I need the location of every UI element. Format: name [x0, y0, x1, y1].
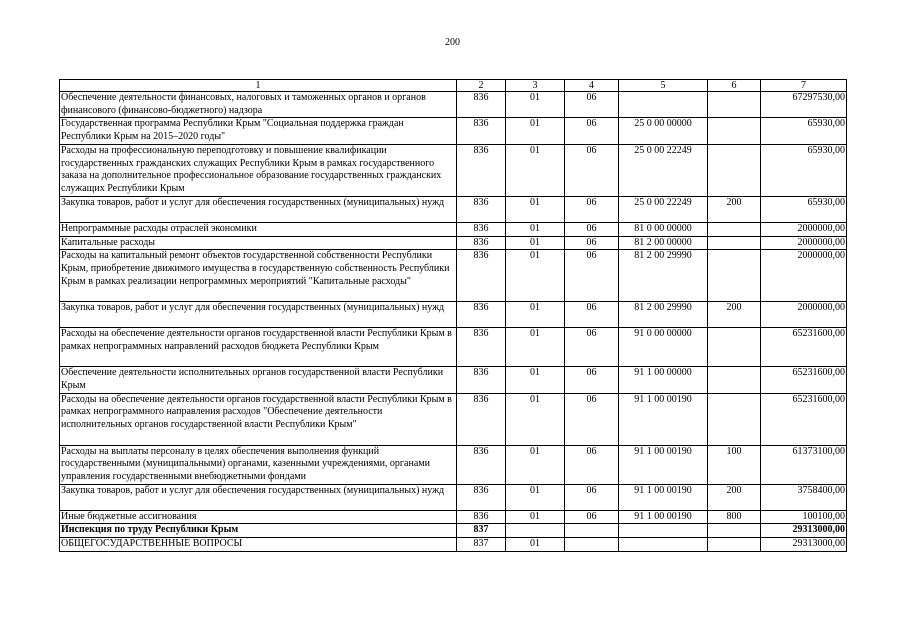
expense-type-cell [708, 538, 761, 552]
section-cell: 01 [506, 484, 565, 510]
table-row [60, 538, 847, 552]
subsection-cell: 06 [565, 510, 619, 524]
subsection-cell: 06 [565, 302, 619, 328]
amount-cell: 65231600,00 [761, 328, 847, 367]
target-article-cell [619, 92, 708, 118]
admin-code-cell: 836 [457, 144, 506, 196]
table-row [60, 367, 847, 393]
section-cell: 01 [506, 222, 565, 236]
expense-type-cell [708, 524, 761, 538]
admin-code-cell: 836 [457, 250, 506, 302]
admin-code-cell: 836 [457, 445, 506, 484]
admin-code-cell: 836 [457, 236, 506, 250]
column-header: 4 [565, 80, 619, 92]
target-article-cell [619, 524, 708, 538]
expense-type-cell [708, 144, 761, 196]
section-cell: 01 [506, 302, 565, 328]
table-row [60, 196, 847, 222]
target-article-cell: 91 1 00 00190 [619, 510, 708, 524]
table-row [60, 302, 847, 328]
table-row [60, 250, 847, 302]
section-cell: 01 [506, 538, 565, 552]
row-name-cell: Обеспечение деятельности финансовых, налоговых и таможенных органов и органов финансового (финансово-бюджетного) надзора [60, 92, 457, 118]
admin-code-cell: 836 [457, 328, 506, 367]
subsection-cell: 06 [565, 92, 619, 118]
amount-cell: 65231600,00 [761, 367, 847, 393]
subsection-cell: 06 [565, 445, 619, 484]
header-row [60, 80, 847, 92]
target-article-cell: 91 1 00 00190 [619, 393, 708, 445]
admin-code-cell: 836 [457, 222, 506, 236]
subsection-cell: 06 [565, 144, 619, 196]
target-article-cell: 81 2 00 29990 [619, 302, 708, 328]
expense-type-cell [708, 92, 761, 118]
subsection-cell: 06 [565, 196, 619, 222]
column-header: 3 [506, 80, 565, 92]
amount-cell: 65930,00 [761, 144, 847, 196]
table-row [60, 510, 847, 524]
amount-cell: 2000000,00 [761, 250, 847, 302]
target-article-cell: 81 2 00 29990 [619, 250, 708, 302]
table-row [60, 236, 847, 250]
section-cell: 01 [506, 328, 565, 367]
target-article-cell: 91 0 00 00000 [619, 328, 708, 367]
subsection-cell: 06 [565, 250, 619, 302]
row-name-cell: Государственная программа Республики Крым "Социальная поддержка граждан Республики Крым на 2015–2020 годы" [60, 118, 457, 144]
table-row [60, 92, 847, 118]
amount-cell: 3758400,00 [761, 484, 847, 510]
target-article-cell: 25 0 00 22249 [619, 144, 708, 196]
admin-code-cell: 836 [457, 367, 506, 393]
expense-type-cell: 800 [708, 510, 761, 524]
expense-type-cell [708, 328, 761, 367]
admin-code-cell: 836 [457, 302, 506, 328]
row-name-cell: Расходы на обеспечение деятельности органов государственной власти Республики Крым в рамках непрограммного направления расходов "Обеспечение деятельности исполнительных органов государственной власти Республики Крым" [60, 393, 457, 445]
amount-cell: 65231600,00 [761, 393, 847, 445]
column-header: 7 [761, 80, 847, 92]
subsection-cell: 06 [565, 222, 619, 236]
expense-type-cell [708, 236, 761, 250]
table-row [60, 393, 847, 445]
admin-code-cell: 836 [457, 118, 506, 144]
amount-cell: 2000000,00 [761, 236, 847, 250]
target-article-cell: 81 2 00 00000 [619, 236, 708, 250]
row-name-cell: Капитальные расходы [60, 236, 457, 250]
expense-type-cell [708, 250, 761, 302]
row-name-cell: Расходы на капитальный ремонт объектов государственной собственности Республики Крым, приобретение движимого имущества в государственную собственность Республики Крым в рамках реализации непрограммных мероприятий "Капитальные расходы" [60, 250, 457, 302]
section-cell: 01 [506, 92, 565, 118]
subsection-cell: 06 [565, 367, 619, 393]
subsection-cell: 06 [565, 118, 619, 144]
row-name-cell: Закупка товаров, работ и услуг для обеспечения государственных (муниципальных) нужд [60, 484, 457, 510]
amount-cell: 2000000,00 [761, 222, 847, 236]
table-row [60, 222, 847, 236]
section-cell [506, 524, 565, 538]
column-header: 6 [708, 80, 761, 92]
section-cell: 01 [506, 250, 565, 302]
target-article-cell: 25 0 00 00000 [619, 118, 708, 144]
target-article-cell: 91 1 00 00190 [619, 445, 708, 484]
table-row [60, 328, 847, 367]
admin-code-cell: 837 [457, 538, 506, 552]
row-name-cell: Непрограммные расходы отраслей экономики [60, 222, 457, 236]
section-cell: 01 [506, 196, 565, 222]
row-name-cell: ОБЩЕГОСУДАРСТВЕННЫЕ ВОПРОСЫ [60, 538, 457, 552]
amount-cell: 65930,00 [761, 196, 847, 222]
admin-code-cell: 836 [457, 484, 506, 510]
row-name-cell: Расходы на профессиональную переподготовку и повышение квалификации государственных гражданских служащих Республики Крым в рамках государственного заказа на дополнительное профессиональное образование государственных гражданских служащих Республики Крым [60, 144, 457, 196]
expense-type-cell [708, 118, 761, 144]
subsection-cell: 06 [565, 328, 619, 367]
table-row [60, 484, 847, 510]
expense-type-cell [708, 367, 761, 393]
expense-type-cell: 200 [708, 302, 761, 328]
target-article-cell: 91 1 00 00190 [619, 484, 708, 510]
table-row [60, 445, 847, 484]
admin-code-cell: 836 [457, 92, 506, 118]
row-name-cell: Закупка товаров, работ и услуг для обеспечения государственных (муниципальных) нужд [60, 302, 457, 328]
row-name-cell: Расходы на выплаты персоналу в целях обеспечения выполнения функций государственными (муниципальными) органами, казенными учреждениями, органами управления государственными внебюджетными фондами [60, 445, 457, 484]
admin-code-cell: 836 [457, 393, 506, 445]
section-cell: 01 [506, 367, 565, 393]
admin-code-cell: 836 [457, 510, 506, 524]
page-number: 200 [445, 37, 460, 48]
budget-table [59, 79, 847, 552]
column-header: 2 [457, 80, 506, 92]
table-row [60, 144, 847, 196]
section-cell: 01 [506, 118, 565, 144]
row-name-cell: Обеспечение деятельности исполнительных органов государственной власти Республики Крым [60, 367, 457, 393]
section-cell: 01 [506, 236, 565, 250]
subsection-cell [565, 524, 619, 538]
target-article-cell: 81 0 00 00000 [619, 222, 708, 236]
row-name-cell: Закупка товаров, работ и услуг для обеспечения государственных (муниципальных) нужд [60, 196, 457, 222]
target-article-cell: 91 1 00 00000 [619, 367, 708, 393]
amount-cell: 61373100,00 [761, 445, 847, 484]
target-article-cell [619, 538, 708, 552]
column-header: 5 [619, 80, 708, 92]
section-cell: 01 [506, 144, 565, 196]
expense-type-cell: 200 [708, 196, 761, 222]
row-name-cell: Инспекция по труду Республики Крым [60, 524, 457, 538]
subsection-cell: 06 [565, 236, 619, 250]
section-cell: 01 [506, 510, 565, 524]
section-cell: 01 [506, 393, 565, 445]
expense-type-cell [708, 393, 761, 445]
amount-cell: 29313000,00 [761, 524, 847, 538]
subsection-cell: 06 [565, 393, 619, 445]
row-name-cell: Расходы на обеспечение деятельности органов государственной власти Республики Крым в рамках непрограммных направлений расходов бюджета Республики Крым [60, 328, 457, 367]
subsection-cell [565, 538, 619, 552]
target-article-cell: 25 0 00 22249 [619, 196, 708, 222]
admin-code-cell: 836 [457, 196, 506, 222]
amount-cell: 2000000,00 [761, 302, 847, 328]
section-cell: 01 [506, 445, 565, 484]
expense-type-cell: 200 [708, 484, 761, 510]
row-name-cell: Иные бюджетные ассигнования [60, 510, 457, 524]
table-row [60, 524, 847, 538]
admin-code-cell: 837 [457, 524, 506, 538]
amount-cell: 100100,00 [761, 510, 847, 524]
expense-type-cell [708, 222, 761, 236]
amount-cell: 67297530,00 [761, 92, 847, 118]
expense-type-cell: 100 [708, 445, 761, 484]
column-header: 1 [60, 80, 457, 92]
subsection-cell: 06 [565, 484, 619, 510]
table-row [60, 118, 847, 144]
amount-cell: 65930,00 [761, 118, 847, 144]
amount-cell: 29313000,00 [761, 538, 847, 552]
